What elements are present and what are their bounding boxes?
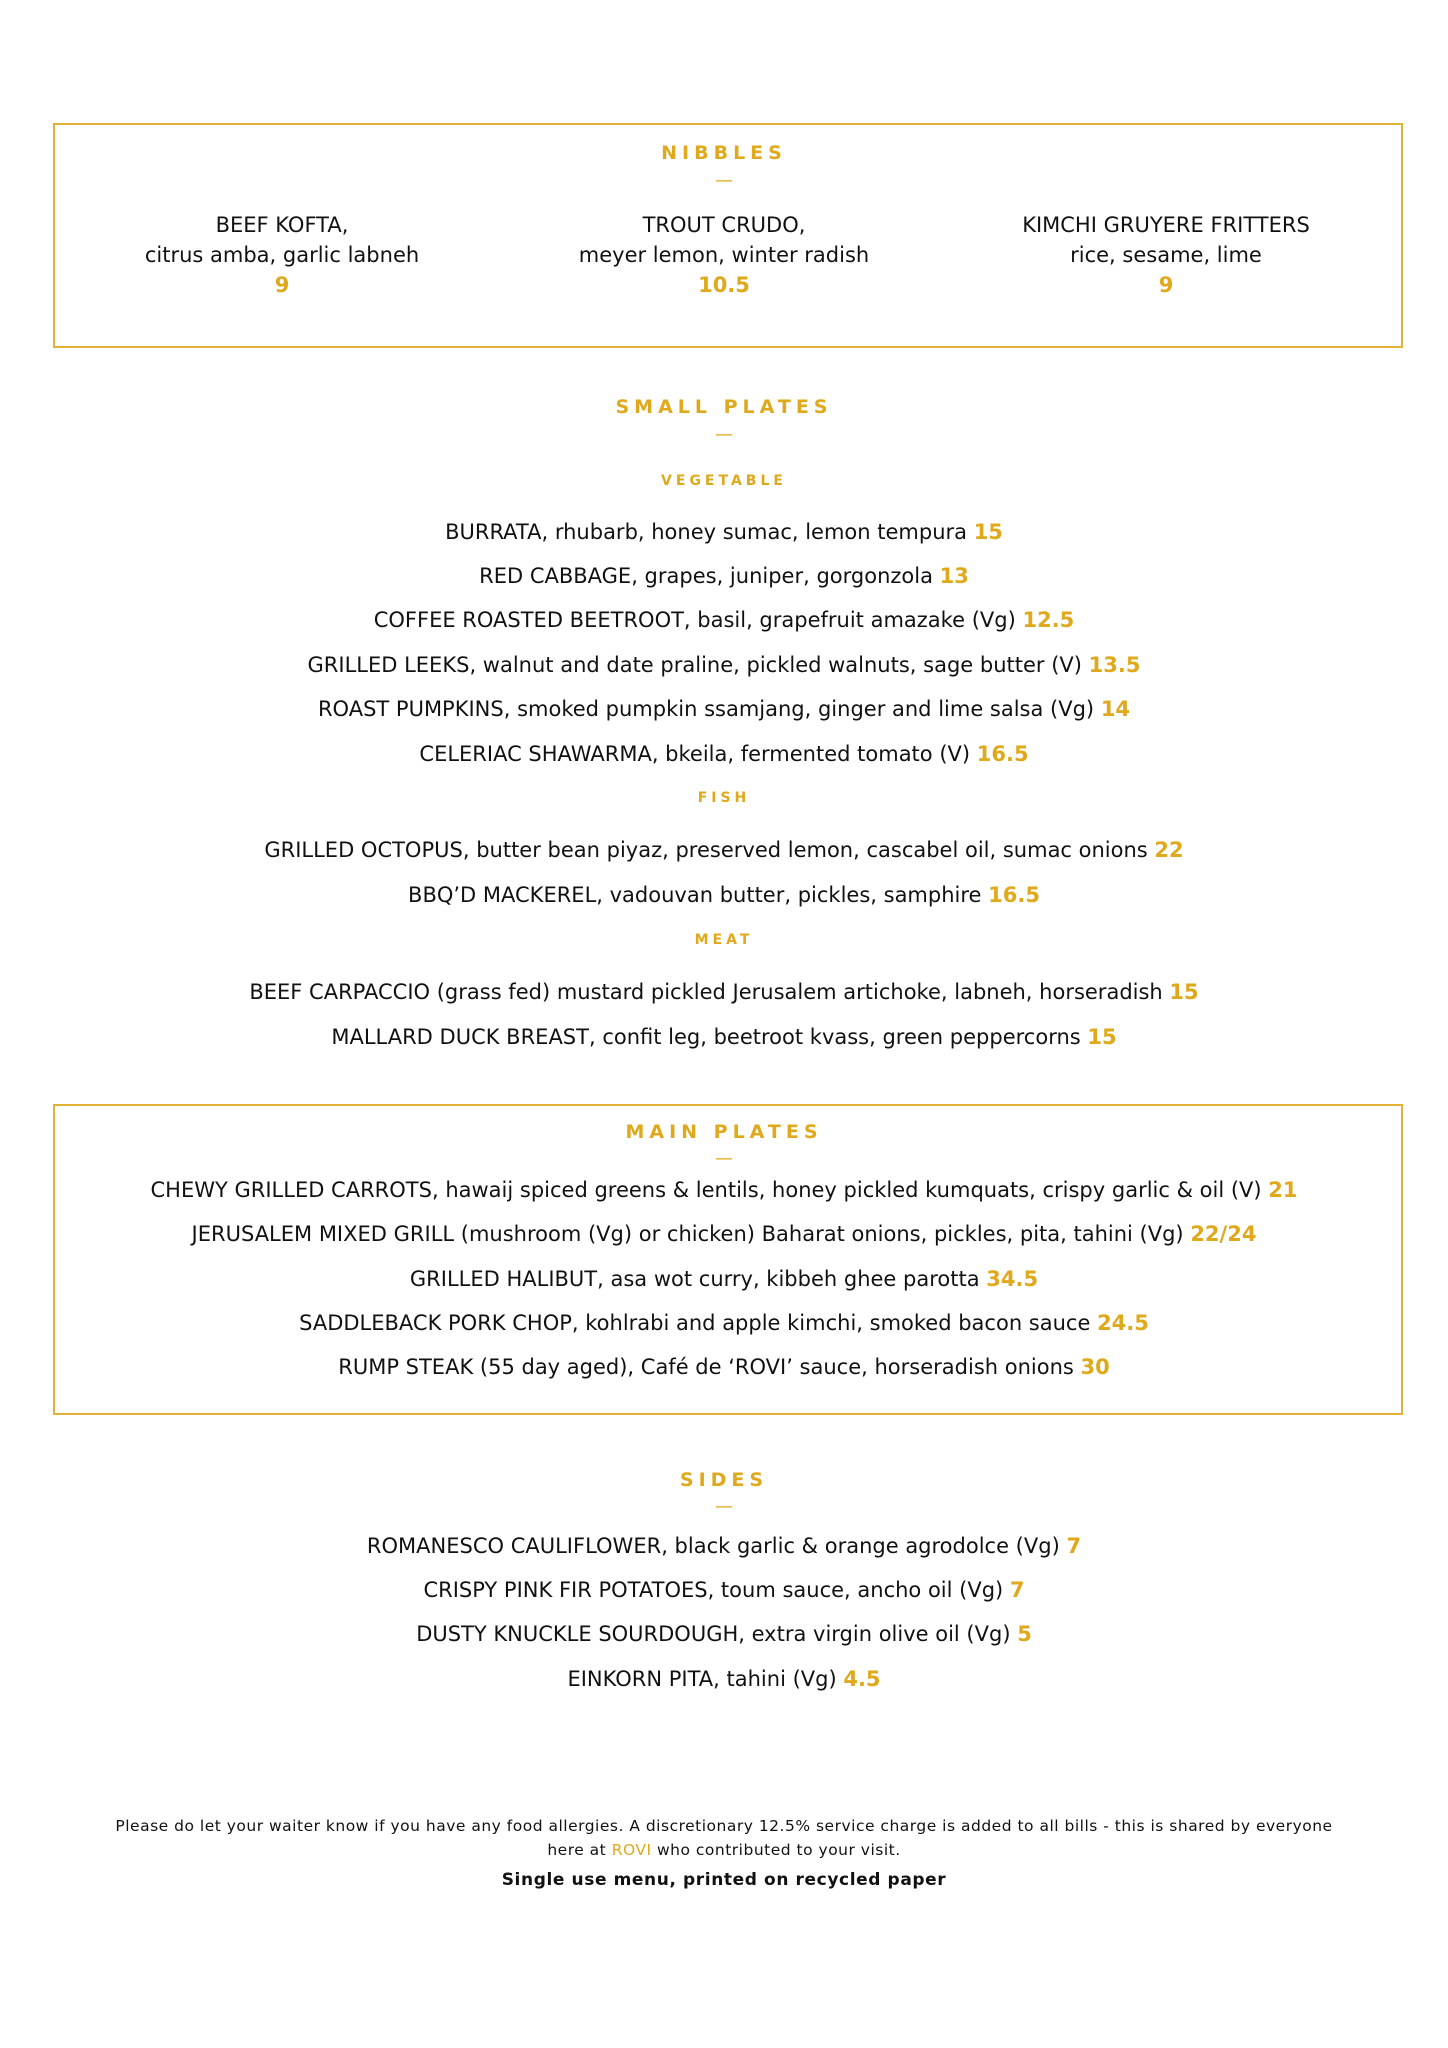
- item-desc: , toum sauce, ancho oil (Vg): [707, 1578, 1010, 1602]
- nibbles-dash: —: [715, 170, 733, 191]
- nibble-name: KIMCHI GRUYERE FRITTERS: [1022, 213, 1310, 237]
- main-plates-heading: MAIN PLATES: [625, 1121, 823, 1143]
- menu-item: [0, 742, 1448, 766]
- item-desc: , tahini (Vg): [713, 1667, 844, 1691]
- item-name: RUMP STEAK: [338, 1355, 474, 1379]
- nibble-name: BEEF KOFTA,: [215, 213, 349, 237]
- item-price: 12.5: [1022, 608, 1075, 632]
- small-plates-heading: SMALL PLATES: [615, 396, 833, 418]
- menu-item: [0, 1667, 1448, 1691]
- nibble-price: 9: [1158, 273, 1174, 297]
- item-name: EINKORN PITA: [567, 1667, 714, 1691]
- item-price: 15: [1169, 980, 1199, 1004]
- item-desc: , vadouvan butter, pickles, samphire: [596, 883, 989, 907]
- item-desc: , kohlrabi and apple kimchi, smoked bacon sauce: [571, 1311, 1098, 1335]
- nibble-name: TROUT CRUDO,: [642, 213, 806, 237]
- item-desc: , rhubarb, honey sumac, lemon tempura: [541, 520, 974, 544]
- service-notice-pre: here at: [547, 1841, 612, 1859]
- nibble-price: 9: [274, 273, 290, 297]
- item-price: 7: [1009, 1578, 1025, 1602]
- menu-item: [0, 1025, 1448, 1049]
- service-notice: [0, 1841, 1448, 1859]
- item-price: 14: [1100, 697, 1131, 721]
- item-price: 5: [1017, 1622, 1032, 1646]
- menu-item: [0, 1178, 1448, 1202]
- menu-item: [0, 1222, 1448, 1246]
- item-price: 16.5: [976, 742, 1029, 766]
- item-name: CELERIAC SHAWARMA: [419, 742, 652, 766]
- nibble-item: [62, 210, 502, 300]
- item-desc: , hawaij spiced greens & lentils, honey pickled kumquats, crispy garlic & oil (V): [431, 1178, 1269, 1202]
- item-name: GRILLED OCTOPUS: [264, 838, 463, 862]
- item-name: CHEWY GRILLED CARROTS: [150, 1178, 432, 1202]
- item-price: 16.5: [988, 883, 1040, 907]
- small-plates-dash: —: [715, 424, 733, 445]
- menu-item: [0, 883, 1448, 907]
- item-price: 22: [1154, 838, 1184, 862]
- menu-item: [0, 520, 1448, 544]
- nibble-desc: citrus amba, garlic labneh: [144, 243, 420, 267]
- menu-item: [0, 697, 1448, 721]
- item-desc: , basil, grapefruit amazake (Vg): [683, 608, 1023, 632]
- item-name: ROAST PUMPKINS: [317, 697, 504, 721]
- menu-item: [0, 980, 1448, 1004]
- item-price: 34.5: [986, 1267, 1039, 1291]
- menu-item: [0, 564, 1448, 588]
- nibbles-heading: NIBBLES: [661, 142, 787, 164]
- item-desc: (55 day aged), Café de ‘ROVI’ sauce, horseradish onions: [473, 1355, 1081, 1379]
- item-desc: , smoked pumpkin ssamjang, ginger and lime salsa (Vg): [503, 697, 1101, 721]
- item-desc: , butter bean piyaz, preserved lemon, cascabel oil, sumac onions: [462, 838, 1155, 862]
- allergy-notice: Please do let your waiter know if you have any food allergies. A discretionary 12.5% service charge is added to all bills - this is shared by everyone: [115, 1817, 1333, 1835]
- sides-heading: SIDES: [679, 1469, 769, 1491]
- item-desc: , bkeila, fermented tomato (V): [651, 742, 977, 766]
- item-name: GRILLED HALIBUT: [409, 1267, 598, 1291]
- service-notice-post: who contributed to your visit.: [651, 1841, 901, 1859]
- item-name: BURRATA: [445, 520, 542, 544]
- brand-name: ROVI: [611, 1841, 652, 1859]
- main-plates-dash: —: [715, 1148, 733, 1169]
- menu-item: [0, 1355, 1448, 1379]
- item-price: 15: [973, 520, 1003, 544]
- menu-item: [0, 1311, 1448, 1335]
- recycled-notice: Single use menu, printed on recycled paper: [501, 1870, 947, 1890]
- item-desc: , walnut and date praline, pickled walnuts, sage butter (V): [469, 653, 1089, 677]
- menu-item: [0, 1622, 1448, 1646]
- item-name: JERUSALEM MIXED GRILL: [191, 1222, 455, 1246]
- item-name: ROMANESCO CAULIFLOWER: [366, 1534, 662, 1558]
- menu-item: [0, 1534, 1448, 1558]
- item-price: 13: [939, 564, 969, 588]
- nibble-desc: rice, sesame, lime: [1070, 243, 1262, 267]
- item-name: CRISPY PINK FIR POTATOES: [423, 1578, 708, 1602]
- meat-subheading: MEAT: [694, 932, 754, 948]
- item-desc: , grapes, juniper, gorgonzola: [631, 564, 940, 588]
- item-name: RED CABBAGE: [479, 564, 632, 588]
- item-name: BEEF CARPACCIO: [249, 980, 431, 1004]
- item-desc: (grass fed) mustard pickled Jerusalem artichoke, labneh, horseradish: [430, 980, 1170, 1004]
- item-price: 30: [1080, 1355, 1110, 1379]
- item-desc: , confit leg, beetroot kvass, green peppercorns: [588, 1025, 1088, 1049]
- item-name: COFFEE ROASTED BEETROOT: [373, 608, 684, 632]
- item-desc: , black garlic & orange agrodolce (Vg): [661, 1534, 1067, 1558]
- fish-subheading: FISH: [697, 790, 751, 806]
- item-name: GRILLED LEEKS: [307, 653, 470, 677]
- item-price: 22/24: [1190, 1222, 1257, 1246]
- item-desc: , asa wot curry, kibbeh ghee parotta: [597, 1267, 987, 1291]
- item-desc: , extra virgin olive oil (Vg): [738, 1622, 1018, 1646]
- menu-item: [0, 1267, 1448, 1291]
- item-name: SADDLEBACK PORK CHOP: [299, 1311, 572, 1335]
- menu-item: [0, 1578, 1448, 1602]
- nibble-price: 10.5: [698, 273, 750, 297]
- sides-dash: —: [715, 1496, 733, 1517]
- item-price: 13.5: [1088, 653, 1141, 677]
- menu-item: [0, 653, 1448, 677]
- item-price: 24.5: [1097, 1311, 1149, 1335]
- nibble-item: [946, 210, 1386, 300]
- menu-item: [0, 838, 1448, 862]
- item-price: 4.5: [843, 1667, 881, 1691]
- item-name: DUSTY KNUCKLE SOURDOUGH: [416, 1622, 739, 1646]
- item-price: 7: [1066, 1534, 1082, 1558]
- menu-item: [0, 608, 1448, 632]
- nibble-desc: meyer lemon, winter radish: [578, 243, 870, 267]
- item-price: 21: [1268, 1178, 1298, 1202]
- item-price: 15: [1087, 1025, 1117, 1049]
- vegetable-subheading: VEGETABLE: [661, 473, 787, 489]
- item-name: BBQ’D MACKEREL: [408, 883, 597, 907]
- item-name: MALLARD DUCK BREAST: [331, 1025, 589, 1049]
- nibble-item: [504, 210, 944, 300]
- item-desc: (mushroom (Vg) or chicken) Baharat onions, pickles, pita, tahini (Vg): [454, 1222, 1191, 1246]
